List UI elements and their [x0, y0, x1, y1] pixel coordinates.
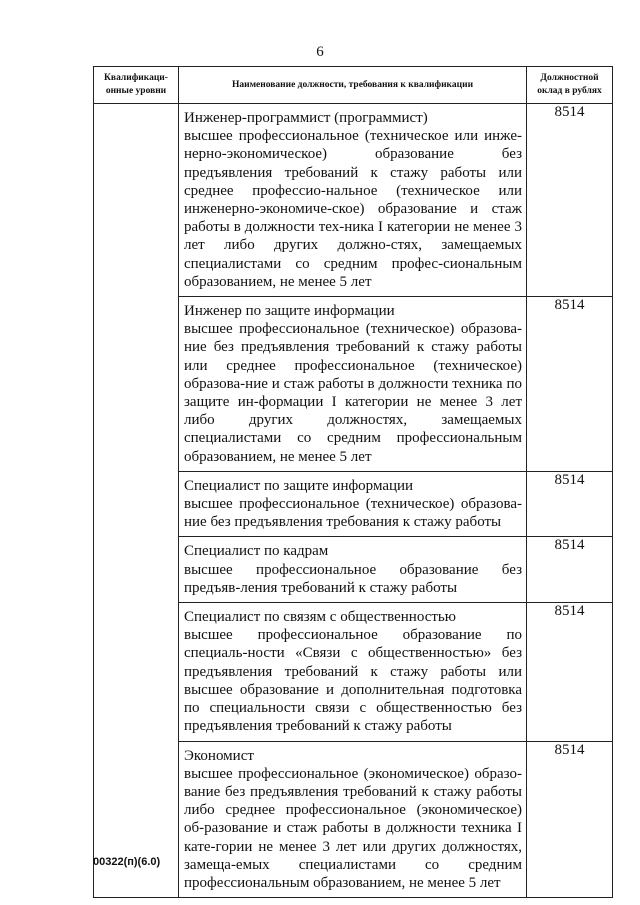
- position-title: Специалист по связям с общественностью: [184, 609, 456, 626]
- position-requirements: высшее профессиональное (техническое) образова-ние без предъявления требований к стажу работы или среднее профессиональное (техническое) образова-ние и стаж работы в должности техника по защите ин-формации I категории не менее 3 лет либо других должностях, замещаемых специалистами со средним профессиональным образованием, не менее 5 лет: [184, 321, 522, 465]
- header-qualification-levels: Квалификаци- онные уровни: [94, 67, 179, 104]
- salary-cell: 8514: [527, 741, 613, 898]
- position-cell: [179, 104, 527, 297]
- salary-cell: 8514: [527, 104, 613, 297]
- position-cell: [179, 537, 527, 603]
- position-cell: [179, 741, 527, 898]
- position-title: Экономист: [184, 747, 254, 764]
- qualification-table: [93, 66, 613, 898]
- salary-cell: 8514: [527, 471, 613, 537]
- position-title: Специалист по защите информации: [184, 477, 414, 494]
- table-header-row: [94, 67, 613, 104]
- page-number: 6: [316, 44, 324, 60]
- position-title: Инженер по защите информации: [184, 303, 395, 320]
- position-requirements: высшее профессиональное (экономическое) образо-вание без предъявления требований к стажу работы либо среднее профессиональное (экономическое) об-разование и стаж работы в должности техника I кате-гории не менее 3 лет или других должностях, замеща-емых специалистами со средним профессиональным образованием, не менее 5 лет: [184, 765, 522, 891]
- header-salary: Должностной оклад в рублях: [527, 67, 613, 104]
- table-row: [94, 104, 613, 297]
- position-requirements: высшее профессиональное (техническое или инже-нерно-экономическое) образование без предъявления требований к стажу работы или среднее профессио-нальное (техническое или инженерно-экономиче-ское) образование и стаж работы в должности тех-ника I категории не менее 3 лет либо других должно-стях, замещаемых специалистами со средним профес-сиональным образованием, не менее 5 лет: [184, 128, 522, 290]
- salary-cell: 8514: [527, 297, 613, 472]
- document-code: 00322(п)(6.0): [93, 856, 161, 868]
- salary-cell: 8514: [527, 537, 613, 603]
- position-title: Инженер-программист (программист): [184, 110, 428, 126]
- header-position-name: Наименование должности, требования к квалификации: [179, 67, 527, 104]
- position-cell: [179, 471, 527, 537]
- position-cell: [179, 297, 527, 472]
- position-requirements: высшее профессиональное образование по специаль-ности «Связи с общественностью» без предъявления требований к стажу работы или высшее образование и дополнительная подготовка по специальности связи с общественностью без предъявления требований к стажу работы: [184, 627, 522, 735]
- salary-cell: 8514: [527, 603, 613, 741]
- position-title: Специалист по кадрам: [184, 543, 329, 560]
- qualification-level-cell: [94, 104, 179, 898]
- position-cell: [179, 603, 527, 741]
- position-requirements: высшее профессиональное образование без предъяв-ления требований к стажу работы: [184, 561, 522, 596]
- position-requirements: высшее профессиональное (техническое) образова-ние без предъявления требования к стажу работы: [184, 496, 522, 531]
